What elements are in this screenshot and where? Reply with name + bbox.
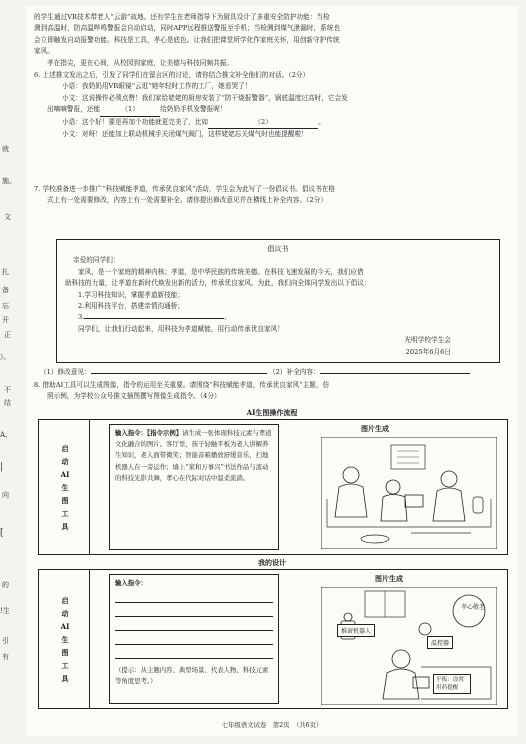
- flow-title: AI生图操作流程: [246, 408, 298, 417]
- flow-vertical-label: [45, 420, 85, 554]
- vlabel-char: 工: [61, 508, 69, 518]
- proposal-closing: 同学们，让我们行动起来，用科技为孝道赋能，用行动传承优良家风！: [78, 324, 284, 333]
- q7-answer-label-2: （2）补全内容：: [268, 368, 320, 376]
- margin-bracket: |: [0, 462, 4, 472]
- answer-blank-1[interactable]: （1）: [100, 104, 160, 116]
- vlabel-char: 生: [61, 634, 69, 644]
- margin-bracket: [: [0, 528, 4, 538]
- label-tablet: 平板：设置用药提醒: [433, 674, 471, 694]
- label-thermostat: 温控器: [427, 636, 453, 649]
- q7-stem: 7. 学校准备进一步推广“科技赋能孝道，传承优良家风”活动，学生会为此写了一份倡议书。倡议书在格: [34, 185, 336, 193]
- intro-line: 会立即触发自动报警功能。科技是工具，孝心是底色。让我们把课堂所学化作家庭关怀，用创新守护传统: [34, 35, 340, 44]
- proposal-date: 2025年6月6日: [405, 347, 451, 356]
- answer-line[interactable]: [115, 605, 273, 617]
- vlabel-char: AI: [60, 621, 70, 631]
- proposal-item: 1.学习科技知识，掌握孝道新技能；: [78, 290, 185, 299]
- vlabel-char: 动: [61, 608, 69, 618]
- dialogue-text: 小语：这个好！要是再加个功能就更完美了，比如: [62, 117, 209, 126]
- divider: [89, 570, 90, 708]
- proposal-title: 倡议书: [267, 245, 289, 253]
- my-design-flow: [38, 569, 508, 709]
- intro-paragraph: [34, 12, 510, 69]
- dialogue-line: 小文：对呀！还能加上联动机械手关闭煤气阀门，这样姥姥忘关煤气时也能提醒啦！: [62, 130, 308, 139]
- dialogue-line: 小文：这说操作必须点赞！我们家给姥姥的厨房安装了“防干烧报警器”，锅底温度过高时，它会发: [62, 93, 348, 102]
- intro-line: 测到高温时，防高温哔鸣警报会自动启动，同时APP远程推送警报至手机；当检测到煤气泄漏时，系统也: [34, 24, 341, 33]
- item-end: 。: [224, 313, 232, 322]
- example-illustration: [321, 437, 497, 549]
- margin-char: 向: [2, 491, 9, 499]
- hint-text: （提示：从主题内容、典型场景、代表人物、科技元素等角度思考。）: [115, 666, 269, 686]
- label-window-robot: 推窗机器人: [337, 624, 375, 637]
- vlabel-char: 生: [61, 482, 69, 492]
- q7-answer-row: [40, 367, 510, 378]
- intro-line: 孝在指尖，更在心间，从校园到家庭，让美德与科技同频共振。: [47, 58, 234, 67]
- question-8: [34, 380, 510, 403]
- vlabel-char: 启: [61, 595, 69, 605]
- margin-char: 结: [4, 399, 11, 407]
- proposal-body: 助科技的力量，让孝道在新时代焕发出新的活力，传承优良家风。为此，我们向全体同学发出以下倡议：: [65, 279, 371, 288]
- proposal-body: 家风，是一个家庭的精神内核；孝道，是中华民族的传统美德。在科技飞速发展的今天，我们应借: [78, 267, 364, 276]
- q7-stem: 式上有一处需要修改，内容上有一处需要补全。请你提出修改意见并在横线上补全内容。（2分）: [47, 196, 327, 205]
- example-flow: [38, 419, 508, 555]
- vlabel-char: 图: [61, 495, 69, 505]
- q7-answer-label-1: （1）修改意见：: [40, 368, 91, 376]
- proposal-box: [56, 239, 500, 363]
- margin-char: 文: [4, 213, 11, 221]
- q6-stem: 6. 上述推文发出之后，引发了同学们在留言区的讨论，请你结合推文补全他们的对话。（2分）: [34, 71, 310, 79]
- proposal-signer: 光明学校学生会: [404, 336, 451, 345]
- proposal-blank[interactable]: [84, 318, 224, 319]
- vlabel-char: 动: [61, 456, 69, 466]
- dialogue-text: 给奶奶手机发警报呢！: [160, 105, 227, 114]
- vlabel-char: 具: [61, 521, 69, 531]
- exam-page: [26, 6, 518, 736]
- label-badge: 孝心敬老: [460, 604, 485, 611]
- proposal-greeting: 亲爱的同学们：: [73, 256, 120, 265]
- example-instruction-box: [109, 424, 279, 550]
- answer-line[interactable]: [115, 591, 273, 603]
- vlabel-char: 具: [61, 673, 69, 683]
- image-gen-title: 图片生成: [375, 574, 403, 583]
- flow-vertical-label: [45, 570, 85, 708]
- image-gen-title: 图片生成: [361, 424, 389, 433]
- proposal-item: [65, 312, 491, 323]
- q8-stem: 8. 借助AI工具可以生成图像，指令的运用至关重要。请围绕“科技赋能孝道，传承优良家风”主题，仿: [34, 381, 330, 389]
- left-margin-fragments: [0, 0, 26, 744]
- vlabel-char: 工: [61, 660, 69, 670]
- margin-char: 引: [2, 637, 9, 645]
- margin-char: 开: [2, 316, 9, 324]
- answer-line[interactable]: [115, 647, 273, 659]
- margin-char: 》。: [0, 353, 11, 361]
- margin-char: 忘: [2, 302, 9, 310]
- edit-suggestion-field[interactable]: [91, 373, 267, 374]
- intro-line: 家风。: [34, 47, 54, 56]
- answer-blank-2[interactable]: （2）: [208, 117, 318, 129]
- margin-char: 施。: [2, 177, 16, 185]
- vlabel-char: AI: [60, 469, 70, 479]
- margin-char: 备: [2, 286, 9, 294]
- question-7: [34, 184, 510, 207]
- complete-content-field[interactable]: [320, 373, 470, 374]
- margin-char: 有: [2, 653, 9, 661]
- dialogue-line: 小语：我奶奶用VR眼镜“云逛”她年轻时工作的工厂，她看哭了！: [62, 82, 252, 91]
- margin-char: 就: [2, 145, 9, 153]
- vlabel-char: 启: [61, 443, 69, 453]
- answer-line[interactable]: [115, 633, 273, 645]
- instruction-body: 请生成一张体现科技元素与孝道文化融合的图片。客厅里，孩子轻触平板为老人讲解养生知识，老人面带微笑；智能音箱播放舒缓音乐，扫地机器人在一旁运作；墙上“家和万事兴”书法作品与流动的科技光影共舞，孝心在代际对话中温柔流淌。: [115, 429, 272, 482]
- dialogue-text: 出嘀嘀警报，还能: [47, 105, 101, 114]
- instruction-head: 输入指令：【指令示例】: [115, 429, 183, 437]
- my-instruction-box[interactable]: [109, 574, 279, 704]
- page-footer: 七年级语文试卷 第2页 （共6页）: [221, 721, 323, 729]
- q8-stem: 照示例，为学校公众号推文插图撰写图像生成指令。（4分）: [47, 392, 221, 401]
- vlabel-char: 图: [61, 647, 69, 657]
- dialogue-line: [34, 104, 510, 116]
- margin-char: A、: [0, 431, 13, 439]
- input-label: 输入指令：: [115, 579, 147, 587]
- proposal-item: 2.利用科技平台，搭建亲情沟通桥；: [78, 302, 185, 311]
- margin-char: 不: [4, 386, 11, 394]
- margin-char: 正: [4, 331, 11, 339]
- item-number: 3.: [78, 313, 85, 322]
- intro-line: 的学生通过VR技术带老人“云游”故地。还有学生在老师指导下为厨具设计了多重安全防护功能：当检: [34, 13, 330, 21]
- dialogue-text: 。: [318, 117, 325, 126]
- answer-line[interactable]: [115, 619, 273, 631]
- dialogue-line: [34, 117, 510, 129]
- divider: [89, 420, 90, 554]
- margin-char: 的: [2, 581, 9, 589]
- margin-char: 扎: [2, 268, 9, 276]
- margin-char: !生: [0, 607, 10, 615]
- my-design-title: 我的设计: [258, 558, 286, 567]
- question-6: [34, 70, 510, 140]
